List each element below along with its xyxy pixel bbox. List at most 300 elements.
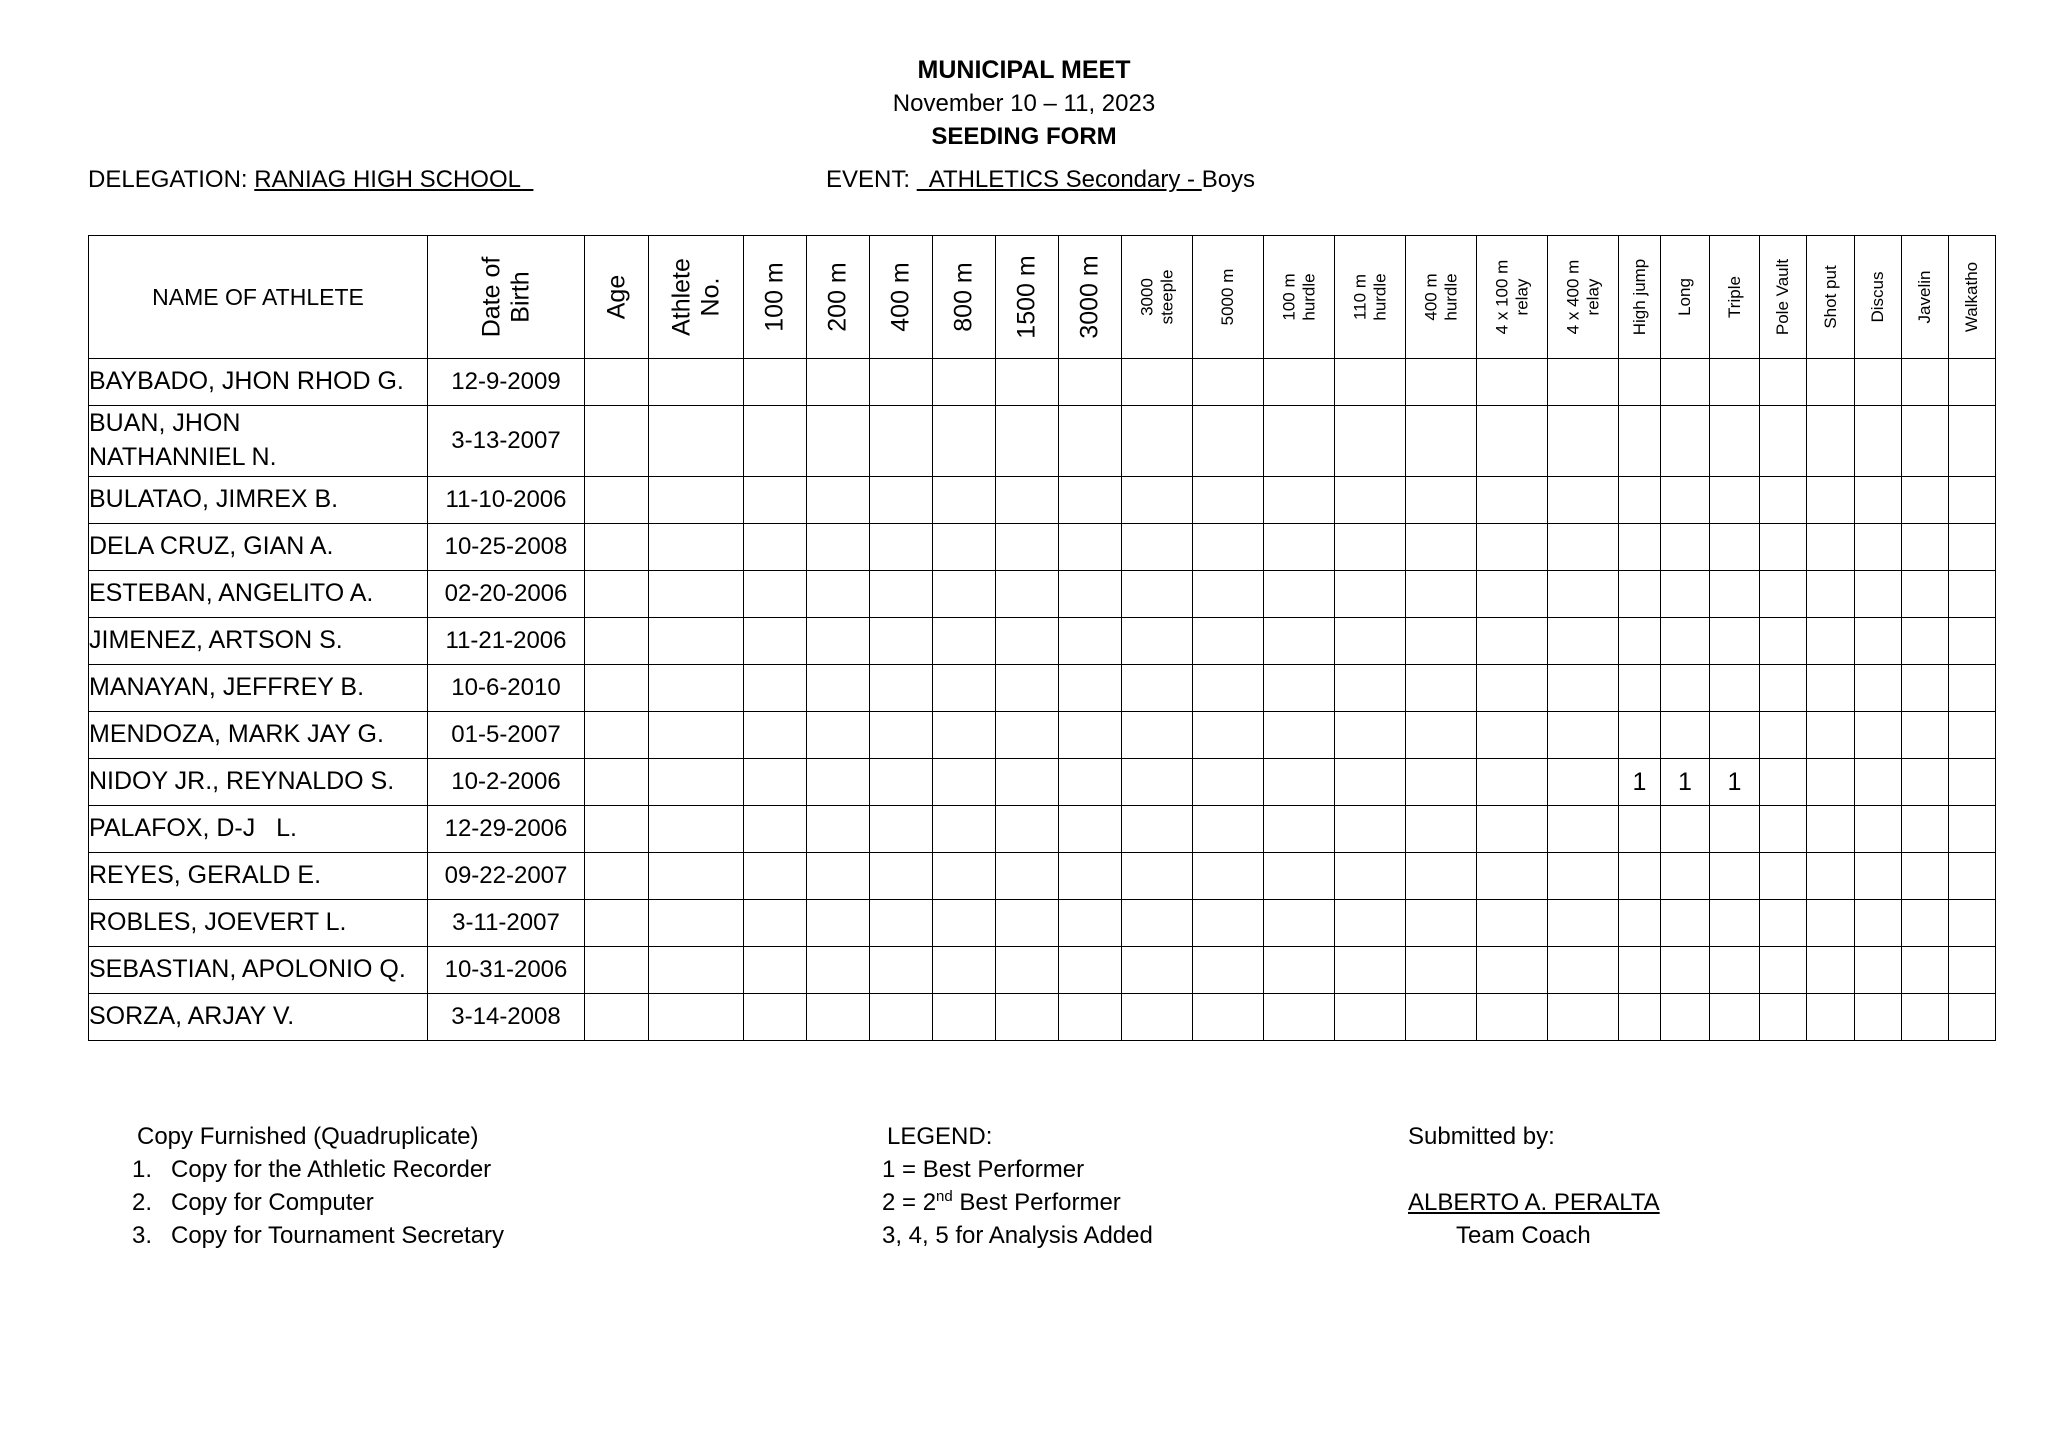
event-mark-cell[interactable]: [1059, 618, 1122, 665]
event-mark-cell[interactable]: [1949, 618, 1996, 665]
age-cell[interactable]: [585, 618, 649, 665]
event-mark-cell[interactable]: [1335, 712, 1406, 759]
event-mark-cell[interactable]: [1710, 712, 1760, 759]
event-mark-cell[interactable]: [870, 806, 933, 853]
event-mark-cell[interactable]: [1477, 900, 1548, 947]
event-mark-cell[interactable]: [870, 759, 933, 806]
event-mark-cell[interactable]: [996, 712, 1059, 759]
event-mark-cell[interactable]: [1335, 477, 1406, 524]
event-mark-cell[interactable]: [1548, 477, 1619, 524]
event-mark-cell[interactable]: [1807, 665, 1855, 712]
event-mark-cell[interactable]: [933, 665, 996, 712]
event-mark-cell[interactable]: [1807, 618, 1855, 665]
event-mark-cell[interactable]: [1807, 994, 1855, 1041]
age-cell[interactable]: [585, 477, 649, 524]
event-mark-cell[interactable]: [1477, 759, 1548, 806]
age-cell[interactable]: [585, 900, 649, 947]
event-mark-cell[interactable]: [1059, 759, 1122, 806]
event-mark-cell[interactable]: 1: [1710, 759, 1760, 806]
event-mark-cell[interactable]: [996, 665, 1059, 712]
event-mark-cell[interactable]: [996, 359, 1059, 406]
age-cell[interactable]: [585, 853, 649, 900]
event-mark-cell[interactable]: [1406, 994, 1477, 1041]
event-mark-cell[interactable]: [1807, 806, 1855, 853]
event-mark-cell[interactable]: [1193, 665, 1264, 712]
event-mark-cell[interactable]: [996, 477, 1059, 524]
event-mark-cell[interactable]: [1406, 853, 1477, 900]
event-mark-cell[interactable]: [1760, 947, 1807, 994]
event-mark-cell[interactable]: [870, 406, 933, 477]
athlete-no-cell[interactable]: [649, 477, 744, 524]
event-mark-cell[interactable]: [870, 618, 933, 665]
event-mark-cell[interactable]: [1710, 994, 1760, 1041]
event-mark-cell[interactable]: [1122, 759, 1193, 806]
event-mark-cell[interactable]: [1477, 477, 1548, 524]
event-mark-cell[interactable]: [1264, 406, 1335, 477]
event-mark-cell[interactable]: [1902, 618, 1949, 665]
event-mark-cell[interactable]: [1122, 994, 1193, 1041]
event-mark-cell[interactable]: [1193, 853, 1264, 900]
event-mark-cell[interactable]: [744, 853, 807, 900]
event-mark-cell[interactable]: [1059, 853, 1122, 900]
event-mark-cell[interactable]: [870, 947, 933, 994]
event-mark-cell[interactable]: [1710, 806, 1760, 853]
event-mark-cell[interactable]: [1760, 359, 1807, 406]
event-mark-cell[interactable]: [1949, 759, 1996, 806]
event-mark-cell[interactable]: [1807, 947, 1855, 994]
event-mark-cell[interactable]: [744, 406, 807, 477]
event-mark-cell[interactable]: [807, 994, 870, 1041]
event-mark-cell[interactable]: [807, 618, 870, 665]
event-mark-cell[interactable]: [1949, 994, 1996, 1041]
event-mark-cell[interactable]: [1619, 947, 1661, 994]
event-mark-cell[interactable]: [1548, 359, 1619, 406]
event-mark-cell[interactable]: [933, 994, 996, 1041]
event-mark-cell[interactable]: [1122, 406, 1193, 477]
event-mark-cell[interactable]: [1406, 571, 1477, 618]
event-mark-cell[interactable]: [1193, 759, 1264, 806]
event-mark-cell[interactable]: [1059, 571, 1122, 618]
event-mark-cell[interactable]: [1619, 477, 1661, 524]
event-mark-cell[interactable]: [744, 806, 807, 853]
event-mark-cell[interactable]: [996, 524, 1059, 571]
event-mark-cell[interactable]: [1406, 618, 1477, 665]
event-mark-cell[interactable]: [1477, 665, 1548, 712]
event-mark-cell[interactable]: [1855, 477, 1902, 524]
event-mark-cell[interactable]: [1902, 994, 1949, 1041]
event-mark-cell[interactable]: [1949, 406, 1996, 477]
event-mark-cell[interactable]: [1807, 571, 1855, 618]
event-mark-cell[interactable]: [1477, 947, 1548, 994]
age-cell[interactable]: [585, 806, 649, 853]
event-mark-cell[interactable]: [1122, 571, 1193, 618]
event-mark-cell[interactable]: [996, 900, 1059, 947]
event-mark-cell[interactable]: [744, 947, 807, 994]
event-mark-cell[interactable]: [1477, 712, 1548, 759]
event-mark-cell[interactable]: [1193, 406, 1264, 477]
event-mark-cell[interactable]: [1264, 900, 1335, 947]
event-mark-cell[interactable]: [933, 853, 996, 900]
event-mark-cell[interactable]: [870, 477, 933, 524]
event-mark-cell[interactable]: [1193, 947, 1264, 994]
event-mark-cell[interactable]: [933, 806, 996, 853]
age-cell[interactable]: [585, 759, 649, 806]
event-mark-cell[interactable]: [1406, 712, 1477, 759]
event-mark-cell[interactable]: [1548, 759, 1619, 806]
event-mark-cell[interactable]: [1548, 806, 1619, 853]
event-mark-cell[interactable]: [1122, 947, 1193, 994]
event-mark-cell[interactable]: [933, 359, 996, 406]
event-mark-cell[interactable]: [1949, 524, 1996, 571]
event-mark-cell[interactable]: [1548, 994, 1619, 1041]
event-mark-cell[interactable]: [1855, 406, 1902, 477]
event-mark-cell[interactable]: [744, 618, 807, 665]
event-mark-cell[interactable]: [1661, 853, 1710, 900]
event-mark-cell[interactable]: [1710, 900, 1760, 947]
athlete-no-cell[interactable]: [649, 853, 744, 900]
event-mark-cell[interactable]: [1193, 618, 1264, 665]
event-mark-cell[interactable]: [1760, 618, 1807, 665]
event-mark-cell[interactable]: [1059, 994, 1122, 1041]
event-mark-cell[interactable]: [1122, 900, 1193, 947]
event-mark-cell[interactable]: [1619, 994, 1661, 1041]
event-mark-cell[interactable]: [870, 665, 933, 712]
event-mark-cell[interactable]: [1807, 406, 1855, 477]
event-mark-cell[interactable]: [1335, 853, 1406, 900]
event-mark-cell[interactable]: [1661, 618, 1710, 665]
athlete-no-cell[interactable]: [649, 806, 744, 853]
event-mark-cell[interactable]: [1855, 853, 1902, 900]
event-mark-cell[interactable]: [1548, 524, 1619, 571]
athlete-no-cell[interactable]: [649, 359, 744, 406]
event-mark-cell[interactable]: [1335, 359, 1406, 406]
event-mark-cell[interactable]: [1949, 571, 1996, 618]
event-mark-cell[interactable]: [1661, 712, 1710, 759]
event-mark-cell[interactable]: [1406, 759, 1477, 806]
event-mark-cell[interactable]: [1949, 665, 1996, 712]
event-mark-cell[interactable]: [1059, 665, 1122, 712]
event-mark-cell[interactable]: [1059, 712, 1122, 759]
event-mark-cell[interactable]: [1193, 806, 1264, 853]
event-mark-cell[interactable]: [1264, 665, 1335, 712]
event-mark-cell[interactable]: [1902, 759, 1949, 806]
athlete-no-cell[interactable]: [649, 947, 744, 994]
event-mark-cell[interactable]: [744, 712, 807, 759]
event-mark-cell[interactable]: [1193, 900, 1264, 947]
event-mark-cell[interactable]: [1760, 806, 1807, 853]
event-mark-cell[interactable]: [1855, 994, 1902, 1041]
event-mark-cell[interactable]: [1661, 571, 1710, 618]
event-mark-cell[interactable]: [1760, 712, 1807, 759]
event-mark-cell[interactable]: [807, 665, 870, 712]
event-mark-cell[interactable]: [1807, 477, 1855, 524]
event-mark-cell[interactable]: [1855, 806, 1902, 853]
event-mark-cell[interactable]: [1760, 406, 1807, 477]
event-mark-cell[interactable]: [1855, 947, 1902, 994]
event-mark-cell[interactable]: [1760, 853, 1807, 900]
event-mark-cell[interactable]: [870, 712, 933, 759]
event-mark-cell[interactable]: [1335, 994, 1406, 1041]
event-mark-cell[interactable]: 1: [1661, 759, 1710, 806]
event-mark-cell[interactable]: [1406, 806, 1477, 853]
event-mark-cell[interactable]: [996, 759, 1059, 806]
event-mark-cell[interactable]: [870, 853, 933, 900]
event-mark-cell[interactable]: [807, 900, 870, 947]
event-mark-cell[interactable]: [1059, 359, 1122, 406]
event-mark-cell[interactable]: [1477, 853, 1548, 900]
event-mark-cell[interactable]: [1855, 665, 1902, 712]
event-mark-cell[interactable]: [1193, 524, 1264, 571]
event-mark-cell[interactable]: [1264, 359, 1335, 406]
athlete-no-cell[interactable]: [649, 994, 744, 1041]
event-mark-cell[interactable]: [1902, 900, 1949, 947]
event-mark-cell[interactable]: [1619, 712, 1661, 759]
event-mark-cell[interactable]: [1949, 853, 1996, 900]
event-mark-cell[interactable]: [1949, 806, 1996, 853]
event-mark-cell[interactable]: [807, 853, 870, 900]
event-mark-cell[interactable]: [1710, 359, 1760, 406]
event-mark-cell[interactable]: [1264, 618, 1335, 665]
event-mark-cell[interactable]: [807, 759, 870, 806]
event-mark-cell[interactable]: [1477, 406, 1548, 477]
event-mark-cell[interactable]: [1619, 524, 1661, 571]
event-mark-cell[interactable]: [1855, 618, 1902, 665]
event-mark-cell[interactable]: [1548, 618, 1619, 665]
event-mark-cell[interactable]: [1335, 665, 1406, 712]
event-mark-cell[interactable]: [1477, 994, 1548, 1041]
event-mark-cell[interactable]: [1406, 477, 1477, 524]
event-mark-cell[interactable]: [1949, 359, 1996, 406]
athlete-no-cell[interactable]: [649, 524, 744, 571]
event-mark-cell[interactable]: [744, 665, 807, 712]
event-mark-cell[interactable]: [1193, 477, 1264, 524]
event-mark-cell[interactable]: [1855, 759, 1902, 806]
event-mark-cell[interactable]: [1710, 524, 1760, 571]
event-mark-cell[interactable]: [1264, 524, 1335, 571]
event-mark-cell[interactable]: [1661, 806, 1710, 853]
event-mark-cell[interactable]: [1264, 947, 1335, 994]
event-mark-cell[interactable]: [1548, 900, 1619, 947]
event-mark-cell[interactable]: [870, 524, 933, 571]
event-mark-cell[interactable]: [933, 618, 996, 665]
event-mark-cell[interactable]: [1477, 524, 1548, 571]
event-mark-cell[interactable]: [1760, 759, 1807, 806]
event-mark-cell[interactable]: [1619, 806, 1661, 853]
event-mark-cell[interactable]: [1548, 947, 1619, 994]
event-mark-cell[interactable]: [807, 947, 870, 994]
event-mark-cell[interactable]: [1902, 853, 1949, 900]
event-mark-cell[interactable]: [1477, 618, 1548, 665]
event-mark-cell[interactable]: [1335, 759, 1406, 806]
event-mark-cell[interactable]: [807, 406, 870, 477]
event-mark-cell[interactable]: [1855, 571, 1902, 618]
athlete-no-cell[interactable]: [649, 406, 744, 477]
event-mark-cell[interactable]: [1661, 947, 1710, 994]
event-mark-cell[interactable]: [870, 994, 933, 1041]
event-mark-cell[interactable]: [1710, 853, 1760, 900]
event-mark-cell[interactable]: [1477, 359, 1548, 406]
event-mark-cell[interactable]: [1406, 406, 1477, 477]
event-mark-cell[interactable]: [1760, 524, 1807, 571]
event-mark-cell[interactable]: [1059, 806, 1122, 853]
event-mark-cell[interactable]: [1902, 406, 1949, 477]
event-mark-cell[interactable]: [1548, 665, 1619, 712]
event-mark-cell[interactable]: [1619, 665, 1661, 712]
event-mark-cell[interactable]: [1477, 806, 1548, 853]
event-mark-cell[interactable]: [933, 759, 996, 806]
event-mark-cell[interactable]: [1619, 571, 1661, 618]
event-mark-cell[interactable]: [1855, 359, 1902, 406]
event-mark-cell[interactable]: [1661, 665, 1710, 712]
event-mark-cell[interactable]: [1335, 524, 1406, 571]
event-mark-cell[interactable]: [807, 359, 870, 406]
event-mark-cell[interactable]: [1335, 571, 1406, 618]
event-mark-cell[interactable]: [1619, 900, 1661, 947]
event-mark-cell[interactable]: [1902, 477, 1949, 524]
event-mark-cell[interactable]: [1807, 900, 1855, 947]
event-mark-cell[interactable]: [744, 359, 807, 406]
event-mark-cell[interactable]: [807, 806, 870, 853]
event-mark-cell[interactable]: [1807, 712, 1855, 759]
event-mark-cell[interactable]: [1661, 900, 1710, 947]
event-mark-cell[interactable]: [744, 759, 807, 806]
event-mark-cell[interactable]: [1710, 571, 1760, 618]
event-mark-cell[interactable]: [1122, 618, 1193, 665]
event-mark-cell[interactable]: [1902, 665, 1949, 712]
event-mark-cell[interactable]: [1059, 524, 1122, 571]
event-mark-cell[interactable]: [996, 571, 1059, 618]
event-mark-cell[interactable]: [1264, 759, 1335, 806]
event-mark-cell[interactable]: [1335, 406, 1406, 477]
event-mark-cell[interactable]: [996, 994, 1059, 1041]
event-mark-cell[interactable]: [1122, 359, 1193, 406]
event-mark-cell[interactable]: [1710, 477, 1760, 524]
event-mark-cell[interactable]: [807, 571, 870, 618]
event-mark-cell[interactable]: [1760, 900, 1807, 947]
event-mark-cell[interactable]: [1059, 900, 1122, 947]
event-mark-cell[interactable]: [996, 806, 1059, 853]
event-mark-cell[interactable]: [1949, 712, 1996, 759]
event-mark-cell[interactable]: [1406, 524, 1477, 571]
event-mark-cell[interactable]: [1902, 524, 1949, 571]
event-mark-cell[interactable]: [870, 900, 933, 947]
event-mark-cell[interactable]: [933, 900, 996, 947]
event-mark-cell[interactable]: [744, 994, 807, 1041]
event-mark-cell[interactable]: [1619, 406, 1661, 477]
athlete-no-cell[interactable]: [649, 571, 744, 618]
event-mark-cell[interactable]: [933, 712, 996, 759]
event-mark-cell[interactable]: 1: [1619, 759, 1661, 806]
event-mark-cell[interactable]: [807, 712, 870, 759]
event-mark-cell[interactable]: [1661, 406, 1710, 477]
age-cell[interactable]: [585, 665, 649, 712]
athlete-no-cell[interactable]: [649, 759, 744, 806]
event-mark-cell[interactable]: [1548, 406, 1619, 477]
event-mark-cell[interactable]: [1807, 759, 1855, 806]
event-mark-cell[interactable]: [1710, 406, 1760, 477]
event-mark-cell[interactable]: [1619, 618, 1661, 665]
event-mark-cell[interactable]: [1406, 900, 1477, 947]
event-mark-cell[interactable]: [807, 477, 870, 524]
event-mark-cell[interactable]: [1193, 712, 1264, 759]
event-mark-cell[interactable]: [1902, 947, 1949, 994]
athlete-no-cell[interactable]: [649, 618, 744, 665]
event-mark-cell[interactable]: [1122, 477, 1193, 524]
event-mark-cell[interactable]: [1335, 806, 1406, 853]
event-mark-cell[interactable]: [1335, 900, 1406, 947]
event-mark-cell[interactable]: [1264, 571, 1335, 618]
event-mark-cell[interactable]: [870, 359, 933, 406]
event-mark-cell[interactable]: [744, 900, 807, 947]
event-mark-cell[interactable]: [996, 618, 1059, 665]
event-mark-cell[interactable]: [1059, 947, 1122, 994]
event-mark-cell[interactable]: [1661, 359, 1710, 406]
event-mark-cell[interactable]: [1122, 524, 1193, 571]
event-mark-cell[interactable]: [1760, 571, 1807, 618]
event-mark-cell[interactable]: [1059, 477, 1122, 524]
age-cell[interactable]: [585, 947, 649, 994]
event-mark-cell[interactable]: [1855, 524, 1902, 571]
event-mark-cell[interactable]: [933, 571, 996, 618]
event-mark-cell[interactable]: [1807, 359, 1855, 406]
event-mark-cell[interactable]: [1406, 359, 1477, 406]
event-mark-cell[interactable]: [1548, 571, 1619, 618]
event-mark-cell[interactable]: [996, 853, 1059, 900]
event-mark-cell[interactable]: [933, 477, 996, 524]
event-mark-cell[interactable]: [744, 571, 807, 618]
event-mark-cell[interactable]: [1807, 524, 1855, 571]
event-mark-cell[interactable]: [1193, 571, 1264, 618]
event-mark-cell[interactable]: [1406, 947, 1477, 994]
event-mark-cell[interactable]: [1949, 947, 1996, 994]
event-mark-cell[interactable]: [1264, 806, 1335, 853]
event-mark-cell[interactable]: [1122, 853, 1193, 900]
event-mark-cell[interactable]: [1710, 618, 1760, 665]
age-cell[interactable]: [585, 524, 649, 571]
athlete-no-cell[interactable]: [649, 900, 744, 947]
event-mark-cell[interactable]: [1335, 618, 1406, 665]
event-mark-cell[interactable]: [1193, 359, 1264, 406]
event-mark-cell[interactable]: [807, 524, 870, 571]
age-cell[interactable]: [585, 359, 649, 406]
event-mark-cell[interactable]: [1710, 947, 1760, 994]
event-mark-cell[interactable]: [1807, 853, 1855, 900]
event-mark-cell[interactable]: [1902, 571, 1949, 618]
event-mark-cell[interactable]: [870, 571, 933, 618]
event-mark-cell[interactable]: [1902, 712, 1949, 759]
event-mark-cell[interactable]: [1059, 406, 1122, 477]
age-cell[interactable]: [585, 571, 649, 618]
age-cell[interactable]: [585, 406, 649, 477]
event-mark-cell[interactable]: [933, 524, 996, 571]
event-mark-cell[interactable]: [933, 406, 996, 477]
event-mark-cell[interactable]: [1264, 712, 1335, 759]
event-mark-cell[interactable]: [744, 524, 807, 571]
event-mark-cell[interactable]: [1902, 806, 1949, 853]
event-mark-cell[interactable]: [744, 477, 807, 524]
event-mark-cell[interactable]: [1855, 712, 1902, 759]
event-mark-cell[interactable]: [1264, 853, 1335, 900]
event-mark-cell[interactable]: [996, 406, 1059, 477]
age-cell[interactable]: [585, 994, 649, 1041]
event-mark-cell[interactable]: [1710, 665, 1760, 712]
athlete-no-cell[interactable]: [649, 665, 744, 712]
event-mark-cell[interactable]: [1949, 900, 1996, 947]
event-mark-cell[interactable]: [1548, 712, 1619, 759]
event-mark-cell[interactable]: [1477, 571, 1548, 618]
event-mark-cell[interactable]: [1619, 359, 1661, 406]
event-mark-cell[interactable]: [933, 947, 996, 994]
